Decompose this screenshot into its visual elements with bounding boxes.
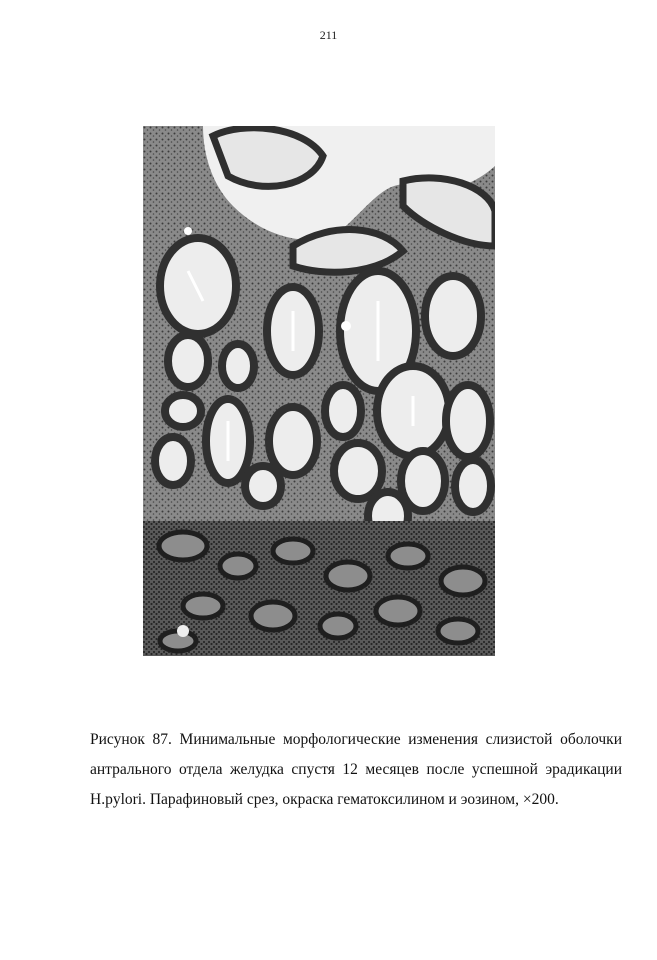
figure-caption: Рисунок 87. Минимальные морфологические изменения слизистой оболочки антрального отдела желудка спустя 12 месяцев после успешной эрадикации H.pylori. Парафиновый срез, окраска гематоксилином и эозином, ×200. [90, 731, 622, 808]
histology-micrograph-icon [143, 126, 495, 656]
figure-micrograph [143, 126, 495, 656]
page-number: 211 [319, 28, 338, 42]
